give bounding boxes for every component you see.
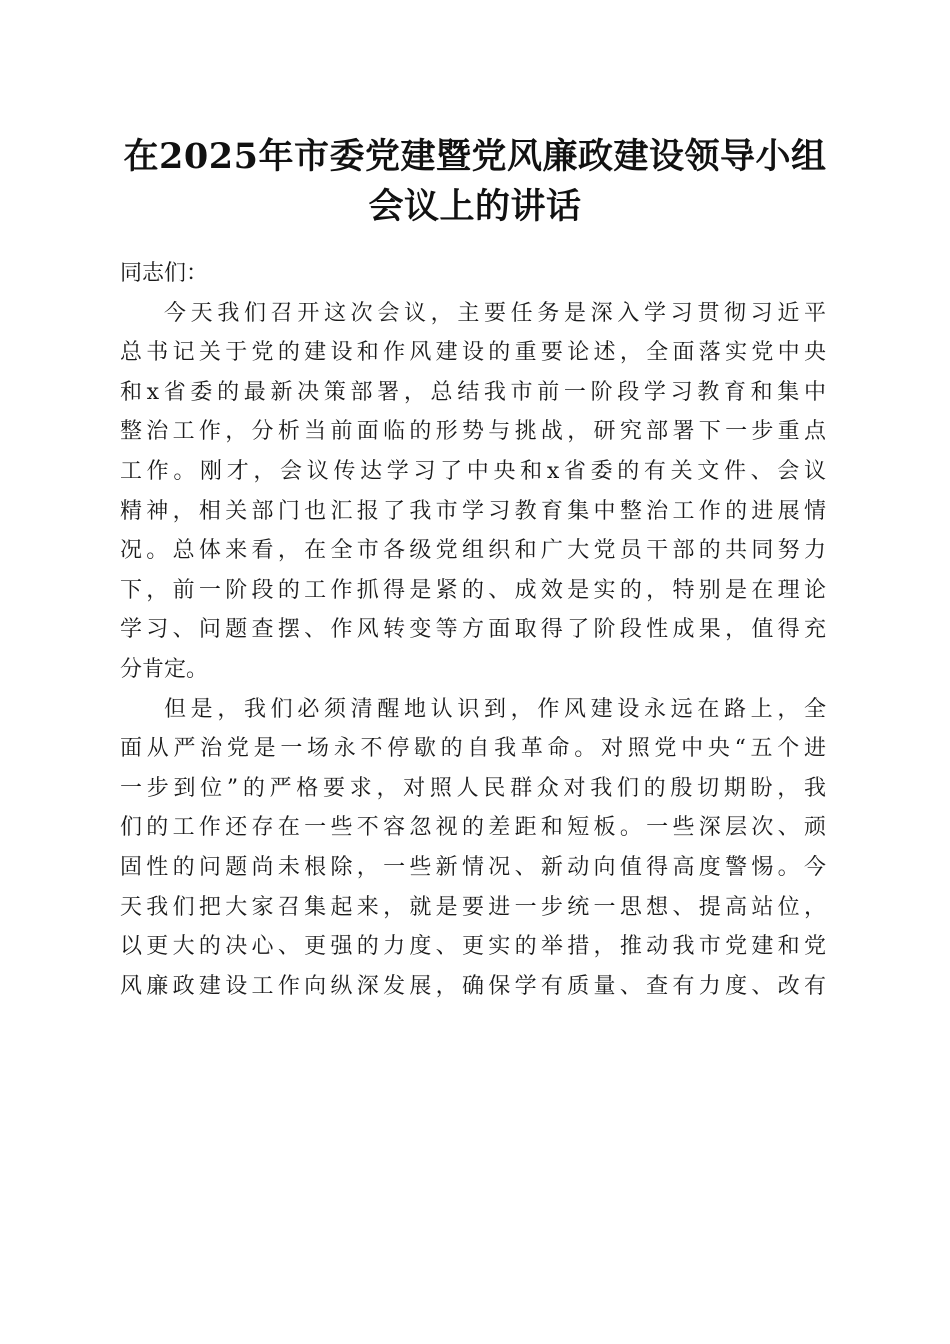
paragraph-line: 分肯定。 [120, 656, 209, 682]
paragraph-line: 精神，相关部门也汇报了我市学习教育集中整治工作的进展情 [120, 498, 826, 524]
paragraph-line: 今天我们召开这次会议，主要任务是深入学习贯彻习近平 [164, 300, 826, 326]
paragraph-line: 下，前一阶段的工作抓得是紧的、成效是实的，特别是在理论 [120, 577, 826, 603]
paragraph-line: 工作。刚才，会议传达学习了中央和x省委的有关文件、会议 [120, 458, 826, 484]
paragraph-line: 总书记关于党的建设和作风建设的重要论述，全面落实党中央 [120, 340, 826, 366]
paragraph-line: 整治工作，分析当前面临的形势与挑战，研究部署下一步重点 [120, 419, 826, 445]
speech-body [120, 254, 826, 1006]
paragraph-line: 面从严治党是一场永不停歇的自我革命。对照党中央“五个进 [120, 736, 826, 762]
paragraph-line: 固性的问题尚未根除，一些新情况、新动向值得高度警惕。今 [120, 854, 826, 880]
paragraph-line: 天我们把大家召集起来，就是要进一步统一思想、提高站位， [120, 894, 826, 920]
paragraph-1 [120, 294, 826, 690]
paragraph-line: 和x省委的最新决策部署，总结我市前一阶段学习教育和集中 [120, 379, 826, 405]
title-line-2: 会议上的讲话 [368, 186, 582, 227]
salutation: 同志们： [120, 261, 209, 286]
paragraph-line: 但是，我们必须清醒地认识到，作风建设永远在路上，全 [164, 696, 826, 722]
paragraph-line: 们的工作还存在一些不容忽视的差距和短板。一些深层次、顽 [120, 815, 826, 841]
paragraph-line: 以更大的决心、更强的力度、更实的举措，推动我市党建和党 [120, 934, 826, 960]
paragraph-line: 一步到位”的严格要求，对照人民群众对我们的殷切期盼，我 [120, 775, 826, 801]
document-title [100, 132, 850, 232]
paragraph-line: 学习、问题查摆、作风转变等方面取得了阶段性成果，值得充 [120, 617, 826, 643]
paragraph-line: 况。总体来看，在全市各级党组织和广大党员干部的共同努力 [120, 538, 826, 564]
paragraph-line: 风廉政建设工作向纵深发展，确保学有质量、查有力度、改有 [120, 973, 826, 999]
title-line-1: 在2025年市委党建暨党风廉政建设领导小组 [123, 136, 827, 177]
paragraph-2 [120, 690, 826, 1007]
